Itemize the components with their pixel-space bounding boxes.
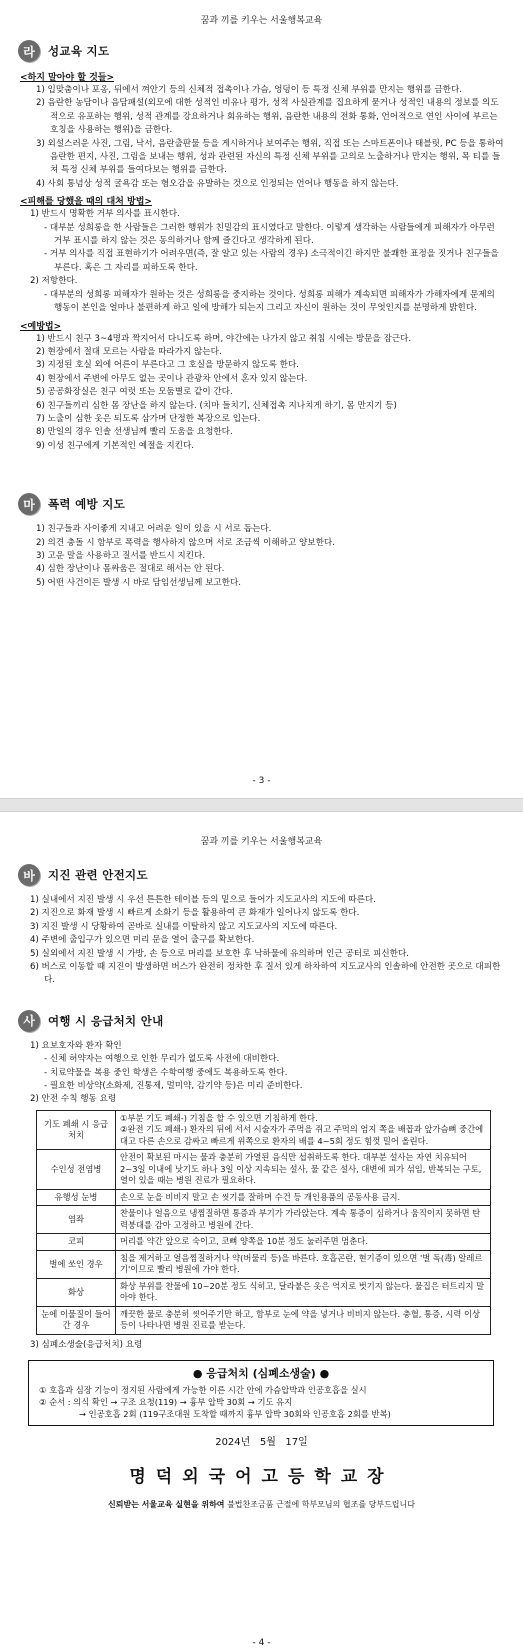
table-row xyxy=(37,1306,491,1334)
table-row xyxy=(37,1206,491,1234)
list-item: 5) 공공화장실은 친구 여럿 또는 모둠별로 같이 간다. xyxy=(36,387,233,398)
list-item: - 필요한 비상약(소화제, 진통제, 멀미약, 감기약 등)은 미리 준비한다. xyxy=(44,1081,303,1092)
list-item: 3) 고운 말을 사용하고 질서를 반드시 지킨다. xyxy=(36,550,206,561)
list-item: 2) 음란한 농담이나 음담패설(외모에 대한 성적인 비유나 평가, 성적 사실관계를 집요하게 묻거나 성적인 내용의 정보를 의도적으로 유포하는 행위, 성적 관계를 강요하거나 회유하는 행위, 음란한 내용의 전화 통화, 언어적으로 연인 사이에 부르는 호칭을 사용하는 행위)을 금한다. xyxy=(36,98,499,136)
donts-list xyxy=(0,84,523,191)
violence-list xyxy=(0,523,523,590)
section-title-earthquake xyxy=(18,862,523,888)
list-item: 1) 입맞춤이나 포옹, 뒤에서 껴안기 등의 신체적 접촉이나 가슴, 엉덩이 등 특정 신체 부위를 만지는 행위를 금한다. xyxy=(36,85,462,95)
table-row xyxy=(37,1250,491,1278)
list-item: 7) 노출이 심한 옷은 되도록 삼가며 단정한 복장으로 입는다. xyxy=(36,413,261,424)
table-cell-key: 기도 폐쇄 시 응급처치 xyxy=(37,1110,116,1150)
footer-bold-text: 신뢰받는 서울교육 실현을 위하여 xyxy=(107,1500,225,1510)
subheading-victim-response: <피해를 당했을 때의 대처 방법> xyxy=(20,197,152,208)
subheading-patient-check: 1) 요보호자와 환자 확인 xyxy=(30,1040,122,1051)
list-item: 8) 만일의 경우 인솔 선생님께 빨리 도움을 요청한다. xyxy=(36,427,233,438)
list-item: 2) 지진으로 화재 발생 시 빠르게 소화기 등을 활용하여 큰 화재가 일어나지 않도록 한다. xyxy=(30,908,360,919)
list-item: 3) 외설스러운 사진, 그림, 낙서, 음란출판물 등을 게시하거나 보여주는 행위, 직접 또는 스마트폰이나 태블릿, PC 등을 통하여 음란한 편지, 사진, 그림을 보내는 행위, 성과 관련된 자신의 특정 신체 부위를 고의로 노출하거나 만지는 행위, 목 티를 들쳐 특정 신체 부위를 들여다보는 행위를 금한다. xyxy=(36,138,504,176)
table-cell-value: 안전이 확보된 마시는 물과 충분히 가열된 음식만 섭취하도록 한다. 대부분 설사는 자연 치유되어 2~3일 이내에 낫기도 하나 3일 이상 지속되는 설사, 물 같은 설사, 대변에 피가 섞임, 반복되는 구토, 열이 있을 때는 병원 진료가 필요하다. xyxy=(116,1150,491,1190)
subheading-cpr: 3) 심폐소생술(응급처치) 요령 xyxy=(30,1339,143,1350)
list-item: 1) 실내에서 지진 발생 시 우선 튼튼한 테이블 등의 밑으로 들어가 지도교사의 지도에 따른다. xyxy=(30,895,376,905)
list-item: - 거부 의사를 직접 표현하기가 어려우면(즉, 잘 알고 있는 사람의 경우) 소극적이긴 하지만 불쾌한 표정을 짓거나 친구들을 부른다. 혹은 그 자리를 피하도록 한다. xyxy=(44,249,499,273)
list-item: - 신체 허약자는 여행으로 인한 무리가 없도록 사전에 대비한다. xyxy=(44,1054,280,1065)
list-item: 3) 지진 발생 시 당황하여 곧바로 실내를 이탈하지 않고 지도교사의 지도에 따른다. xyxy=(30,921,338,932)
section-badge: 마 xyxy=(18,493,40,515)
table-row xyxy=(37,1278,491,1306)
section-title-text: 폭력 예방 지도 xyxy=(48,497,126,512)
prevention-list xyxy=(0,333,523,454)
table-cell-key: 수인성 전염병 xyxy=(37,1150,116,1190)
table-row xyxy=(37,1110,491,1150)
table-cell-key: 벌에 쏘인 경우 xyxy=(37,1250,116,1278)
subheading-donts: <하지 말아야 할 것들> xyxy=(20,73,115,83)
table-cell-key: 염좌 xyxy=(37,1206,116,1234)
table-row xyxy=(37,1150,491,1190)
page-3 xyxy=(0,0,523,798)
table-cell-key: 눈에 이물질이 들어간 경우 xyxy=(37,1306,116,1334)
list-item: 6) 버스로 이동할 때 지진이 발생하면 버스가 완전히 정차한 후 질서 있게 하차하여 지도교사의 인솔하에 안전한 곳으로 대피한다. xyxy=(30,962,501,986)
cpr-line: ② 순서 : 의식 확인 → 구조 요청(119) → 흉부 압박 30회 → 기도 유지 xyxy=(39,1397,293,1408)
subheading-safety-rules: 2) 안전 수칙 행동 요령 xyxy=(30,1094,117,1105)
section-badge: 라 xyxy=(18,40,40,62)
list-item: 9) 이성 친구에게 기본적인 예절을 지킨다. xyxy=(36,440,195,451)
list-item: 4) 주변에 출입구가 있으면 미리 문을 열어 출구를 확보한다. xyxy=(30,935,255,946)
page-header: 꿈과 끼를 키우는 서울행복교육 xyxy=(200,837,323,847)
section-title-first-aid xyxy=(18,1008,523,1034)
list-item: - 대부분 성희롱을 한 사람들은 그러한 행위가 친밀감의 표시였다고 말한다. 이렇게 생각하는 사람들에게 피해자가 아무런 거부 표시를 하지 않는 것은 동의하거나 함께 즐긴다고 생각하게 된다. xyxy=(44,222,495,247)
victim-list xyxy=(0,208,523,315)
page-number: - 4 - xyxy=(252,1638,271,1648)
list-item: 2) 의견 충돌 시 함부로 폭력을 행사하지 않으며 서로 조금씩 이해하고 양보한다. xyxy=(36,537,335,548)
first-aid-table xyxy=(36,1110,491,1335)
document-date: 2024년 5월 17일 xyxy=(215,1437,308,1449)
list-item: 1) 친구들과 사이좋게 지내고 어려운 일이 있을 시 서로 돕는다. xyxy=(36,524,272,535)
table-cell-value: 화상 부위를 찬물에 10~20분 정도 식히고, 달라붙은 옷은 억지로 벗기지 않는다. 물집은 터트리지 말아야 한다. xyxy=(116,1278,491,1306)
footer-text: 불법찬조금품 근절에 학부모님의 협조를 당부드립니다 xyxy=(224,1500,415,1510)
table-cell-key: 코피 xyxy=(37,1234,116,1251)
section-title-violence-prevention xyxy=(18,491,523,517)
section-badge: 바 xyxy=(18,864,40,886)
table-cell-value: 찬물이나 얼음으로 냉찜질하면 통증과 부기가 가라앉는다. 계속 통증이 심하거나 움직이지 못하면 탄력붕대를 감아 고정하고 병원에 간다. xyxy=(116,1206,491,1234)
page-4 xyxy=(0,812,523,1652)
list-item: 6) 친구들끼리 심한 몸 장난을 하지 않는다. (치마 들치기, 신체접촉 지나치게 하기, 몸 만지기 등) xyxy=(36,400,397,411)
subheading-prevention: <예방법> xyxy=(20,321,62,332)
table-row xyxy=(37,1189,491,1206)
table-cell-value: 손으로 눈을 비비지 말고 손 씻기를 잘하며 수건 등 개인용품의 공동사용 금지. xyxy=(116,1189,491,1206)
table-row xyxy=(37,1234,491,1251)
cpr-box xyxy=(28,1360,494,1426)
section-title-text: 성교육 지도 xyxy=(48,44,110,58)
page-separator xyxy=(0,798,523,812)
list-item: 4) 사회 통념상 성적 굴욕감 또는 혐오감을 유발하는 것으로 인정되는 언어나 행동을 하지 않는다. xyxy=(36,178,399,189)
list-item: 4) 현장에서 주변에 아무도 없는 곳이나 관광차 안에서 혼자 있지 않는다. xyxy=(36,373,308,384)
section-title-text: 지진 관련 안전지도 xyxy=(48,868,148,882)
list-item: 5) 어떤 사건이든 발생 시 바로 담임선생님께 보고한다. xyxy=(36,577,242,588)
list-item: - 대부분의 성희롱 피해자가 원하는 것은 성희롱을 중지하는 것이다. 성희롱 피해가 계속되면 피해자가 가해자에게 문제의 행동이 본인을 얼마나 불편하게 하고 일에 방해가 되는지 그리고 자신이 원하는 것이 무엇인지를 분명하게 밝힌다. xyxy=(44,289,495,314)
section-badge: 사 xyxy=(18,1010,40,1032)
section-title-sex-education xyxy=(18,38,523,64)
section-title-text: 여행 시 응급처치 안내 xyxy=(48,1013,164,1028)
list-item: 1) 반드시 친구 3~4명과 짝지어서 다니도록 하며, 야간에는 나가지 않고 취침 시에는 방문을 잠근다. xyxy=(36,333,412,344)
footer-notice xyxy=(0,1499,523,1510)
list-item: 2) 저항한다. xyxy=(30,276,78,287)
table-cell-value: 깨끗한 물로 충분히 씻어주기만 하고, 함부로 눈에 약을 넣거나 비비지 않는다. 충혈, 통증, 시력 이상 등이 나타나면 병원 진료를 받는다. xyxy=(116,1306,491,1334)
list-item: 1) 반드시 명확한 거부 의사를 표시한다. xyxy=(30,209,180,220)
page-header: 꿈과 끼를 키우는 서울행복교육 xyxy=(200,16,323,26)
cpr-line: → 인공호흡 2회 (119구조대원 도착할 때까지 흉부 압박 30회와 인공호흡 2회를 반복) xyxy=(79,1409,391,1420)
cpr-line: ① 호흡과 심장 기능이 정지된 사람에게 가능한 이른 시간 안에 가슴압박과 인공호흡을 실시 xyxy=(39,1385,367,1396)
list-item: 3) 지정된 호실 외에 어른이 부른다고 그 호실을 방문하지 않도록 한다. xyxy=(36,360,300,371)
school-name: 명덕외국어고등학교장 xyxy=(129,1467,394,1488)
page-number: - 3 - xyxy=(252,776,271,786)
table-cell-value: 침을 제거하고 얼음찜질하거나 약(버물리 등)을 바른다. 호흡곤란, 현기증이 있으면 '벌 독(毒) 알레르기'이므로 빨리 병원에 가야 한다. xyxy=(116,1250,491,1278)
cpr-title: ● 응급처치 (심폐소생술) ● xyxy=(192,1367,330,1381)
earthquake-list xyxy=(0,894,523,988)
table-cell-key: 유행성 눈병 xyxy=(37,1189,116,1206)
list-item: 2) 현장에서 절대 모르는 사람을 따라가지 않는다. xyxy=(36,346,222,357)
list-item: 4) 심한 장난이나 몸싸움은 절대로 해서는 안 된다. xyxy=(36,564,225,575)
list-item: 5) 실외에서 지진 발생 시 가방, 손 등으로 머리를 보호한 후 낙하물에 유의하며 인근 공터로 피신한다. xyxy=(30,948,410,959)
table-cell-value: ①부분 기도 폐쇄-) 기침을 할 수 있으면 기침하게 한다. ②완전 기도 폐쇄-) 환자의 뒤에 서서 시술자가 주먹을 쥐고 주먹의 엄지 쪽을 배꼽과 앞가슴뼈 중간에 대고 다른 손으로 감싸고 빠르게 위쪽으로 환자의 배를 4~5회 정도 힘껏 밀어 올린다. xyxy=(116,1110,491,1150)
table-cell-value: 머리를 약간 앞으로 숙이고, 코뼈 양쪽을 10분 정도 눌러주면 멈춘다. xyxy=(116,1234,491,1251)
table-cell-key: 화상 xyxy=(37,1278,116,1306)
list-item: - 치료약물을 복용 중인 학생은 수학여행 중에도 복용하도록 한다. xyxy=(44,1067,288,1078)
